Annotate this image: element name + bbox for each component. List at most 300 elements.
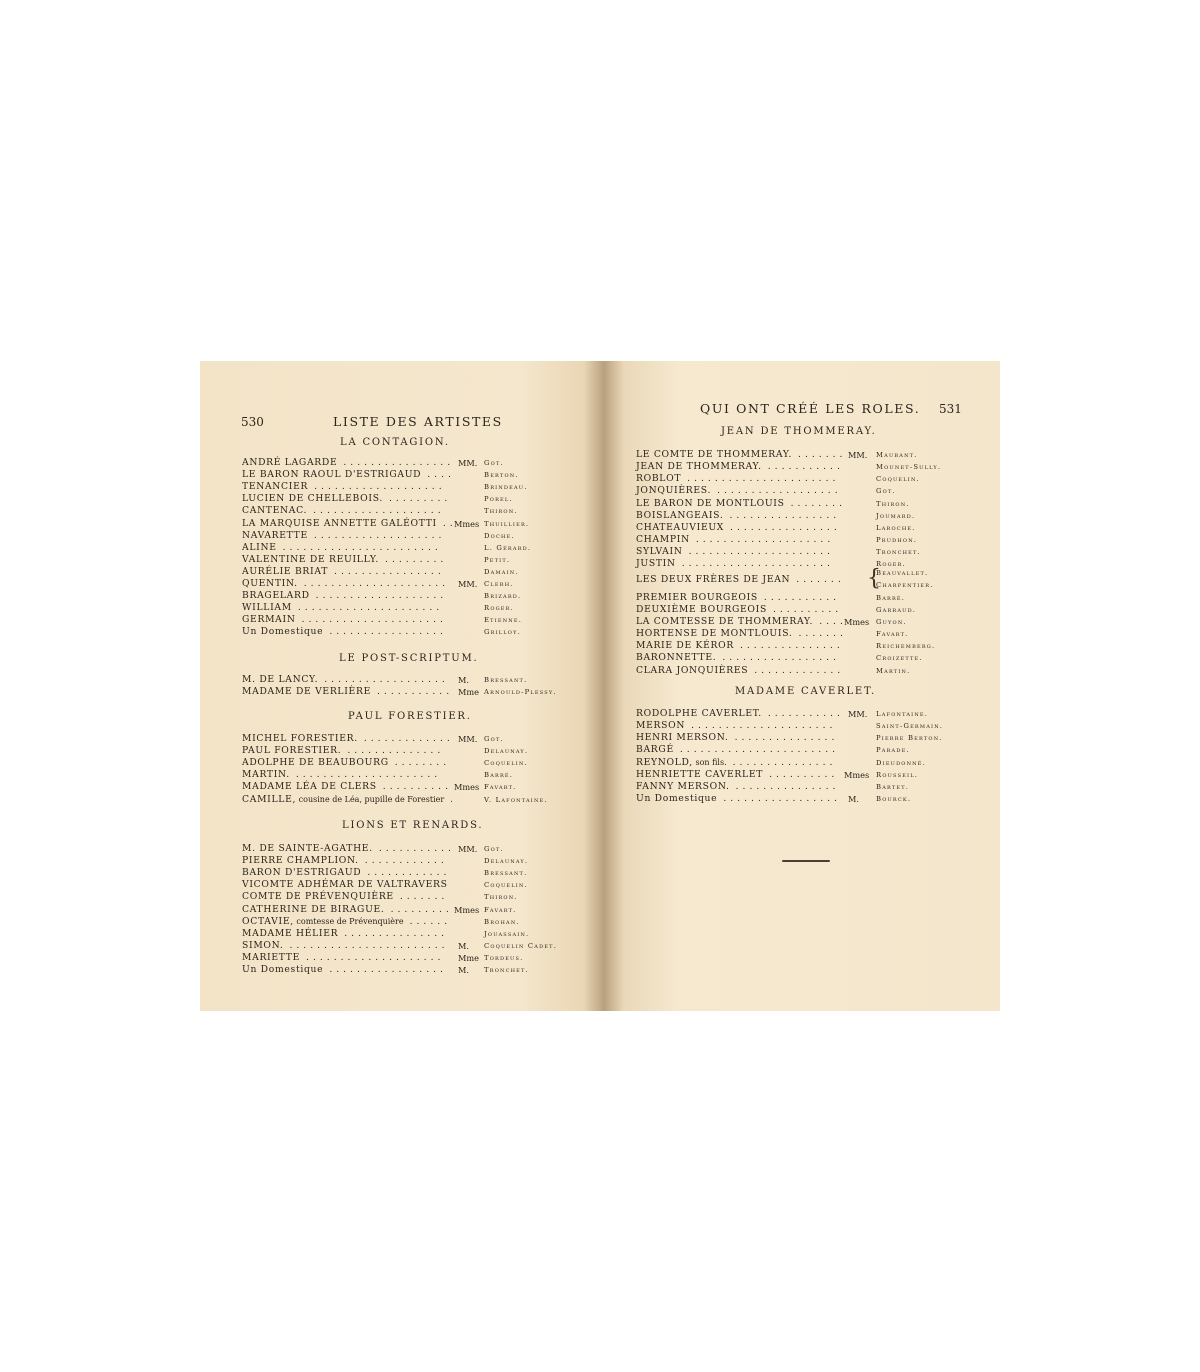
honorific-prefix: MM. — [458, 844, 478, 854]
role-text: Un Domestique — [242, 626, 324, 638]
role-name — [242, 879, 448, 891]
cast-row — [636, 665, 986, 677]
role-text: Un Domestique — [636, 793, 718, 805]
leader-dots: ................... — [314, 481, 446, 493]
actor-name: Thiron. — [876, 499, 910, 508]
actor-name: Thiron. — [484, 893, 518, 902]
role-name — [242, 590, 310, 602]
brace: { — [867, 565, 881, 591]
cast-row — [242, 964, 594, 976]
role-text: LE BARON DE MONTLOUIS — [636, 497, 785, 509]
role-name — [636, 744, 674, 756]
leader-dots — [450, 794, 452, 806]
leader-dots: ................ — [343, 457, 455, 468]
section-title: LIONS ET RENARDS. — [342, 820, 484, 831]
role-text: Un Domestique — [242, 964, 324, 975]
role-name — [636, 498, 785, 510]
cast-row — [636, 616, 986, 628]
role-name — [636, 604, 767, 616]
actor-name: Garraud. — [876, 605, 917, 614]
actor-name: Got. — [484, 845, 504, 853]
leader-dots: ............ — [364, 855, 448, 867]
leader-dots: ....................... — [679, 744, 840, 756]
actor-name: Barré. — [484, 771, 514, 780]
actor-name: Got. — [484, 459, 504, 467]
role-text: TENANCIER — [242, 481, 309, 493]
actor-name: Grilloy. — [484, 628, 521, 637]
leader-dots: ................... — [313, 529, 446, 541]
cast-row — [242, 916, 594, 928]
cast-row — [242, 469, 594, 481]
actor-name: Dieudonné. — [876, 758, 926, 767]
honorific-prefix: MM. — [848, 709, 868, 719]
honorific-prefix: Mmes — [454, 518, 480, 529]
role-name — [636, 485, 711, 497]
role-text: JUSTIN — [636, 558, 676, 570]
role-name — [242, 457, 337, 469]
role-name — [242, 952, 300, 964]
leader-dots: ........ — [790, 497, 846, 509]
actor-name: Pierre Berton. — [876, 734, 943, 743]
cast-row — [242, 602, 594, 614]
leader-dots: ...... — [409, 915, 452, 927]
actor-name: Got. — [876, 487, 896, 496]
actor-name: Brizard. — [484, 592, 522, 601]
leader-dots: ........... — [763, 591, 841, 603]
actor-name: Coquelin Cadet. — [484, 941, 558, 950]
leader-dots: ...................... — [687, 473, 840, 485]
role-name — [242, 891, 394, 903]
leader-dots: ....... — [798, 628, 847, 640]
actor-name: L. Gérard. — [484, 543, 532, 552]
role-name — [636, 522, 724, 534]
cast-row — [636, 565, 986, 591]
actor-name: Guyon. — [876, 617, 907, 626]
cast-row — [242, 757, 594, 769]
actor-name: Beauvallet. — [876, 568, 929, 577]
cast-row — [242, 733, 594, 745]
cast-row — [242, 952, 594, 964]
actor-name: Parade. — [876, 746, 910, 755]
actor-name: Favart. — [484, 905, 517, 914]
cast-row — [242, 928, 594, 940]
actor-name: Reichemberg. — [876, 642, 936, 651]
cast-row — [242, 879, 594, 891]
role-text: GERMAIN — [242, 614, 296, 626]
leader-dots: ......... — [390, 903, 453, 915]
role-text: BARONNETTE. — [636, 652, 717, 664]
leader-dots: .................... — [695, 534, 835, 546]
cast-row — [636, 720, 986, 732]
role-name — [636, 652, 716, 664]
leader-dots: ..................... — [295, 769, 442, 781]
actor-name: Tronchet. — [876, 548, 921, 557]
role-name — [636, 510, 723, 522]
section-title: JEAN DE THOMMERAY. — [721, 426, 877, 437]
role-text: JONQUIÈRES. — [636, 485, 712, 497]
cast-row — [242, 745, 594, 757]
actor-name: Petit. — [484, 555, 511, 564]
cast-row — [242, 530, 594, 542]
cast-row — [636, 757, 986, 769]
role-name — [242, 928, 338, 940]
leader-dots: .......... — [382, 781, 453, 793]
right-page — [610, 361, 1000, 1011]
role-text: VICOMTE ADHÉMAR DE VALTRAVERS — [242, 879, 448, 891]
role-text: MERSON — [636, 720, 686, 732]
cast-row — [242, 614, 594, 626]
role-text: SYLVAIN — [636, 546, 683, 558]
cast-row — [242, 590, 594, 602]
role-text: BRAGELARD — [242, 590, 310, 602]
leader-dots: ......... — [389, 493, 452, 505]
role-text: M. DE SAINTE-AGATHE. — [242, 843, 373, 854]
role-name — [242, 781, 377, 793]
leader-dots: ................ — [334, 565, 445, 577]
role-text: CANTENAC. — [242, 505, 308, 517]
role-name — [242, 530, 308, 542]
role-name — [242, 674, 318, 686]
actor-name: Thuillier. — [484, 519, 530, 528]
role-name — [636, 461, 762, 473]
leader-dots: ....... — [796, 573, 845, 585]
role-name — [242, 904, 385, 916]
cast-row — [636, 473, 986, 485]
role-text: LE BARON RAOUL D'ESTRIGAUD — [242, 469, 422, 481]
actor-name: Coquelin. — [484, 759, 528, 768]
actor-name: Bressant. — [484, 676, 528, 684]
honorific-prefix: MM. — [458, 734, 478, 744]
cast-row — [242, 940, 594, 952]
actor-name: Berton. — [484, 471, 519, 480]
actor-name: Got. — [484, 735, 504, 743]
honorific-prefix: Mme — [458, 952, 479, 963]
role-name — [636, 473, 681, 485]
leader-dots: .......... — [769, 768, 839, 780]
honorific-prefix: Mmes — [844, 769, 870, 780]
cast-row — [636, 546, 986, 558]
role-name — [242, 566, 328, 578]
role-name — [636, 628, 793, 640]
cast-row — [242, 542, 594, 554]
role-name — [242, 940, 283, 952]
leader-dots: .... — [819, 615, 847, 627]
cast-row — [636, 510, 986, 522]
leader-dots: ..................... — [301, 614, 447, 626]
role-text: HORTENSE DE MONTLOUIS. — [636, 628, 793, 640]
role-text: REYNOLD, — [636, 756, 693, 768]
leader-dots: .................. — [717, 485, 842, 497]
leader-dots: ............... — [732, 756, 837, 768]
actor-name: Coquelin. — [484, 881, 528, 890]
actor-name: Laroche. — [876, 523, 916, 532]
cast-row — [242, 626, 594, 638]
honorific-prefix: M. — [458, 675, 469, 685]
actor-name: Favart. — [876, 630, 909, 639]
cast-row — [636, 628, 986, 640]
actor-name: Croizette. — [876, 654, 923, 663]
role-text: CLARA JONQUIÈRES — [636, 664, 749, 676]
actor-name: Clerh. — [484, 580, 514, 588]
actor-name: Coquelin. — [876, 475, 920, 484]
cast-row — [242, 554, 594, 566]
actor-name: Jouassain. — [484, 929, 530, 938]
leader-dots: ..................... — [303, 578, 450, 589]
leader-dots: ............ — [367, 867, 451, 879]
cast-row — [242, 843, 594, 855]
honorific-prefix: MM. — [848, 450, 868, 460]
role-name — [636, 546, 683, 558]
role-name — [636, 616, 813, 628]
role-description: comtesse de Prévenquière — [293, 916, 404, 926]
leader-dots: ............. — [363, 733, 454, 744]
cast-row — [636, 558, 986, 570]
role-name — [242, 794, 444, 806]
role-text: PREMIER BOURGEOIS — [636, 591, 758, 603]
actor-name: Tordeus. — [484, 953, 524, 962]
cast-row — [636, 732, 986, 744]
cast-row — [636, 640, 986, 652]
role-name — [242, 626, 323, 638]
cast-row — [636, 534, 986, 546]
leader-dots: ................ — [730, 521, 841, 533]
honorific-prefix: Mme — [458, 687, 479, 698]
role-name — [242, 505, 307, 517]
cast-row — [242, 686, 594, 698]
leader-dots: ......... — [385, 553, 448, 565]
leader-dots: ....................... — [289, 939, 449, 951]
honorific-prefix: M. — [458, 965, 469, 975]
actor-name: Maubant. — [876, 451, 918, 459]
actor-name: Delaunay. — [484, 747, 529, 756]
actor-name: Martin. — [876, 666, 911, 675]
cast-row — [636, 744, 986, 756]
section-title: MADAME CAVERLET. — [735, 686, 876, 697]
cast-row — [242, 566, 594, 578]
leader-dots: .................... — [306, 951, 445, 963]
actor-name: Roger. — [484, 604, 514, 613]
cast-row — [636, 604, 986, 616]
actor-name: Delaunay. — [484, 857, 529, 866]
cast-row — [636, 449, 986, 461]
cast-row — [636, 781, 986, 793]
leader-dots: ........... — [378, 843, 455, 854]
role-text: MADAME HÉLIER — [242, 927, 339, 939]
role-name — [636, 592, 758, 604]
role-text: BARON D'ESTRIGAUD — [242, 867, 362, 879]
role-name — [636, 793, 717, 805]
cast-row — [636, 708, 986, 720]
cast-row — [636, 461, 986, 473]
role-text: CATHERINE DE BIRAGUE. — [242, 903, 385, 915]
leader-dots: ................. — [722, 652, 841, 664]
role-name — [242, 867, 361, 879]
role-name — [242, 578, 298, 590]
leader-dots: ........... — [767, 708, 844, 719]
honorific-prefix: MM. — [458, 579, 478, 589]
role-name — [636, 757, 727, 769]
role-text: BARGÉ — [636, 744, 674, 756]
leader-dots: ............... — [735, 780, 840, 792]
cast-row — [242, 904, 594, 916]
actor-name: Roger. — [876, 560, 906, 569]
role-name — [636, 640, 734, 652]
running-head-left: LISTE DES ARTISTES — [333, 414, 503, 429]
role-text: AURÉLIE BRIAT — [242, 565, 329, 577]
actor-name: Lafontaine. — [876, 710, 929, 718]
role-text: PAUL FORESTIER. — [242, 745, 342, 757]
role-text: CAMILLE, — [242, 793, 297, 805]
actor-name: Barré. — [876, 593, 906, 602]
leader-dots: .......... — [772, 603, 843, 615]
role-name — [242, 518, 437, 530]
actor-name: Brindeau. — [484, 483, 528, 492]
leader-dots: ............. — [754, 664, 845, 676]
cast-row — [242, 457, 594, 469]
role-text: LES DEUX FRÈRES DE JEAN — [636, 573, 791, 585]
cast-row — [636, 592, 986, 604]
cast-row — [636, 769, 986, 781]
role-name — [242, 745, 341, 757]
leader-dots: ................ — [729, 509, 841, 521]
actor-name: Damain. — [484, 567, 519, 576]
actor-name: Prudhon. — [876, 536, 918, 545]
actor-name: Tronchet. — [484, 966, 529, 974]
leader-dots: ....................... — [282, 541, 442, 553]
actor-name: Etienne. — [484, 616, 523, 625]
actor-name: Mounet-Sully. — [876, 463, 942, 472]
leader-dots: .. — [442, 517, 457, 529]
role-text: CHATEAUVIEUX — [636, 521, 725, 533]
actor-name: Favart. — [484, 783, 517, 792]
running-head-right: QUI ONT CRÉÉ LES ROLES. — [700, 401, 921, 416]
cast-row — [242, 518, 594, 530]
leader-dots: ................... — [315, 590, 448, 602]
book-spread — [200, 361, 1000, 1011]
cast-row — [636, 652, 986, 664]
leader-dots: ............... — [734, 732, 839, 744]
actor-name: V. Lafontaine. — [484, 795, 548, 804]
cast-row — [242, 781, 594, 793]
actor-name: Bourck. — [876, 795, 912, 804]
actor-name: Bressant. — [484, 869, 528, 878]
role-text: MARIE DE KÉROR — [636, 640, 734, 652]
honorific-prefix: Mmes — [454, 782, 480, 793]
role-text: MADAME DE VERLIÈRE — [242, 686, 371, 698]
role-text: ADOLPHE DE BEAUBOURG — [242, 757, 389, 769]
role-name — [242, 481, 308, 493]
cast-row — [242, 674, 594, 686]
role-text: QUENTIN. — [242, 578, 298, 589]
cast-row — [242, 481, 594, 493]
role-name — [636, 708, 762, 720]
page-number-right: 531 — [939, 402, 962, 416]
cast-row — [636, 522, 986, 534]
role-text: HENRIETTE CAVERLET — [636, 768, 764, 780]
role-name — [242, 757, 389, 769]
leader-dots: ...................... — [681, 558, 834, 570]
actor-name: Rousseil. — [876, 770, 919, 779]
actor-name: Saint-Germain. — [876, 722, 944, 731]
role-name — [636, 732, 729, 744]
leader-dots: ....... — [798, 449, 847, 460]
role-text: RODOLPHE CAVERLET. — [636, 708, 762, 719]
role-name — [636, 781, 730, 793]
role-name — [242, 769, 290, 781]
role-name — [242, 733, 358, 745]
role-name — [242, 542, 277, 554]
role-name — [242, 554, 379, 566]
leader-dots: ........... — [767, 461, 844, 473]
role-name — [242, 843, 373, 855]
role-text: LE COMTE DE THOMMERAY. — [636, 449, 793, 460]
role-text: CHAMPIN — [636, 534, 690, 546]
role-text: ANDRÉ LAGARDE — [242, 457, 338, 468]
cast-row — [636, 793, 986, 805]
cast-row — [242, 493, 594, 505]
actor-name: Porel. — [484, 495, 513, 504]
leader-dots: ................... — [313, 505, 445, 517]
role-text: COMTE DE PRÉVENQUIÈRE — [242, 891, 394, 903]
role-name — [242, 614, 296, 626]
role-text: LA COMTESSE DE THOMMERAY. — [636, 615, 814, 627]
actor-name: Brohan. — [484, 917, 520, 926]
actor-name: Charpentier. — [876, 580, 934, 589]
role-text: ALINE — [242, 541, 277, 553]
leader-dots: .................. — [324, 674, 449, 685]
role-name — [242, 686, 371, 698]
role-name — [636, 720, 685, 732]
role-text: DEUXIÈME BOURGEOIS — [636, 603, 767, 615]
role-name — [636, 574, 790, 586]
page-number-left: 530 — [241, 415, 264, 429]
role-name — [242, 469, 421, 481]
leader-dots: ..................... — [688, 546, 834, 558]
honorific-prefix: Mmes — [454, 904, 480, 915]
role-text: HENRI MERSON. — [636, 732, 729, 744]
end-rule — [782, 860, 830, 862]
role-text: MARTIN. — [242, 769, 290, 781]
role-description: cousine de Léa, pupille de Forestier — [296, 794, 445, 804]
role-name — [242, 493, 383, 505]
leader-dots: ........... — [377, 686, 454, 698]
left-page — [200, 361, 600, 1011]
role-name — [636, 665, 748, 677]
role-text: MARIETTE — [242, 951, 301, 963]
cast-row — [242, 794, 594, 806]
actor-name: Joumard. — [876, 511, 916, 520]
leader-dots: ................. — [723, 793, 841, 805]
role-name — [242, 964, 323, 976]
role-name — [636, 558, 676, 570]
role-text: PIERRE CHAMPLION. — [242, 855, 359, 867]
cast-row — [242, 505, 594, 517]
cast-row — [636, 485, 986, 497]
leader-dots: ........ — [394, 757, 451, 769]
role-text: LA MARQUISE ANNETTE GALÉOTTI — [242, 517, 437, 529]
role-name — [242, 916, 404, 928]
role-name — [636, 449, 792, 461]
leader-dots: ..................... — [297, 602, 444, 614]
role-text: LUCIEN DE CHELLEBOIS. — [242, 493, 383, 505]
leader-dots: ................. — [329, 626, 447, 638]
role-text: M. DE LANCY. — [242, 674, 319, 685]
cast-row — [242, 867, 594, 879]
leader-dots: .............. — [347, 745, 445, 757]
role-name — [242, 855, 359, 867]
role-text: MICHEL FORESTIER. — [242, 733, 358, 744]
actor-name: Bartet. — [876, 782, 910, 791]
